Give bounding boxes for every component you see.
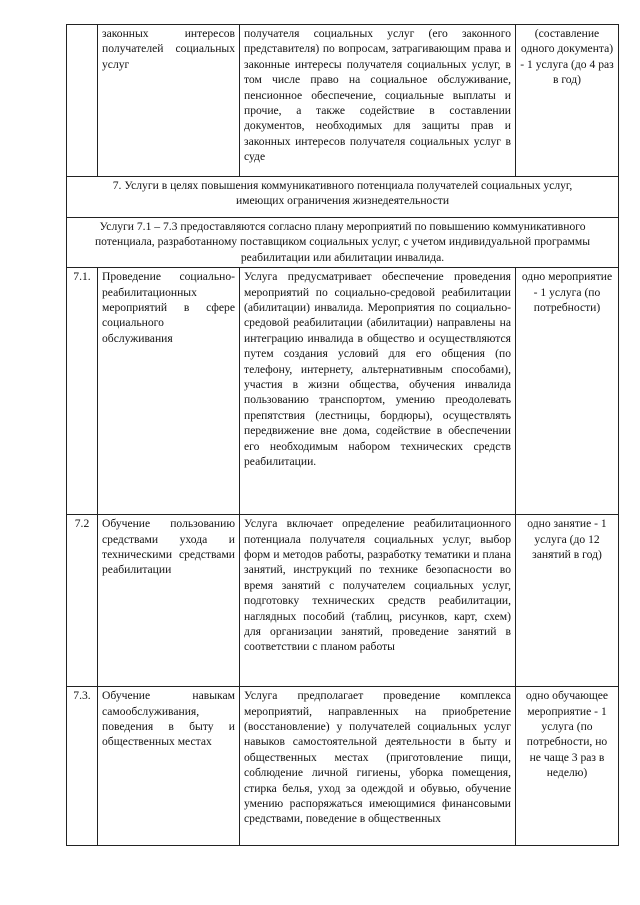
table-row — [67, 268, 619, 515]
row-number: 7.3. — [67, 687, 98, 846]
service-unit: (составление одного документа) - 1 услуга (до 4 раз в год) — [516, 25, 619, 177]
service-name: Проведение социально-реабилитационных мероприятий в сфере социального обслуживания — [98, 268, 240, 515]
service-unit: одно мероприятие - 1 услуга (по потребности) — [516, 268, 619, 515]
service-description: Услуга предусматривает обеспечение проведения мероприятий по социально-средовой реабилитации (абилитации) инвалида. Мероприятия по социально-средовой реабилитации (абилитации) направлены на интеграцию инвалида в общество и осуществляются путем создания условий для его общения (по телефону, интернету, альтернативным способами), участия в жизни общества, обучения инвалида пользованию транспортом, умению преодолевать препятствия (лестницы, бордюры), осуществлять передвижение вне дома, содействие в обеспечении его необходимым набором технических средств реабилитации. — [240, 268, 516, 515]
section-note: Услуги 7.1 – 7.3 предоставляются согласно плану мероприятий по повышению коммуникативного потенциала, разработанному поставщиком социальных услуг, с учетом индивидуальной программы реабилитации или абилитации инвалида. — [67, 218, 619, 268]
service-name: законных интересов получателей социальных услуг — [98, 25, 240, 177]
table-row — [67, 515, 619, 687]
section-heading — [67, 177, 619, 218]
service-description: Услуга включает определение реабилитационного потенциала получателя социальных услуг, выбор форм и методов работы, разработку тематики и плана занятий, инструкций по технике безопасности во время занятий с получателем социальных услуг, подготовку технических средств реабилитации, наглядных пособий (таблиц, рисунков, карт, схем) для организации занятий, проведение занятий в соответствии с планом работы — [240, 515, 516, 687]
service-description: получателя социальных услуг (его законного представителя) по вопросам, затрагивающим права и законные интересы получателя социальных услуг, в том числе право на социальное обслуживание, пенсионное обеспечение, социальные выплаты и прочие, а также содействие в составлении документов, необходимых для защиты прав и законных интересов получателя социальных услуг в суде — [240, 25, 516, 177]
service-unit: одно занятие - 1 услуга (до 12 занятий в год) — [516, 515, 619, 687]
section-heading-line-1: 7. Услуги в целях повышения коммуникативного потенциала получателей социальных услуг, — [112, 179, 573, 192]
service-name: Обучение навыкам самообслуживания, поведения в быту и общественных местах — [98, 687, 240, 846]
service-name: Обучение пользованию средствами ухода и техническими средствами реабилитации — [98, 515, 240, 687]
section-heading-line-2: имеющих ограничения жизнедеятельности — [235, 194, 450, 208]
services-table — [66, 24, 619, 846]
service-unit: одно обучающее мероприятие - 1 услуга (по потребности, но не чаще 3 раз в неделю) — [516, 687, 619, 846]
row-number — [67, 25, 98, 177]
section-note-row — [67, 218, 619, 268]
row-number: 7.2 — [67, 515, 98, 687]
service-description: Услуга предполагает проведение комплекса мероприятий, направленных на приобретение (восстановление) у получателей социальных услуг навыков самостоятельной деятельности в быту и общественных местах (приготовление пищи, соблюдение личной гигиены, уборка помещения, стирка белья, уход за одеждой и обувью, обучение умению распоряжаться имеющимися финансовыми средствами, поведение в общественных — [240, 687, 516, 846]
table-row — [67, 25, 619, 177]
row-number: 7.1. — [67, 268, 98, 515]
table-row — [67, 687, 619, 846]
section-heading-row — [67, 177, 619, 218]
